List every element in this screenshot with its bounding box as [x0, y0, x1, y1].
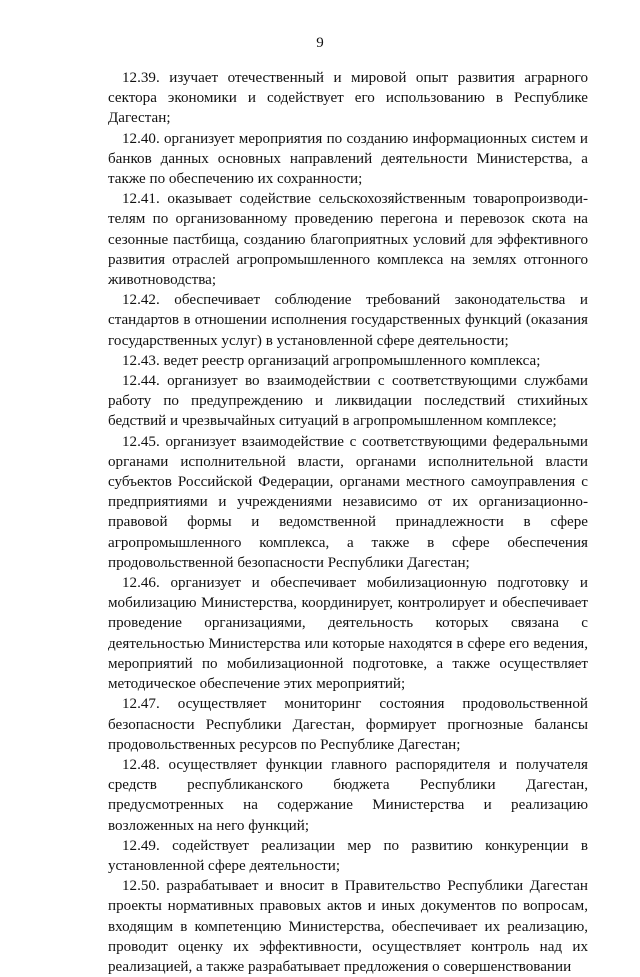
clause-12-49: 12.49. содействует реализации мер по развитию конкуренции в установленной сфере деятельности; [108, 837, 588, 874]
clause-12-47: 12.47. осуществляет мониторинг состояния продовольственной безопасности Республики Дагестан, формирует прогнозные балансы продовольственных ресурсов по Республике Дагестан; [108, 696, 588, 753]
clause-12-40: 12.40. организует мероприятия по созданию информационных систем и банков данных основных направлений деятельности Министерства, а также по обеспечению их сохранности; [108, 130, 588, 188]
clause-12-43: 12.43. ведет реестр организаций агропромышленного комплекса; [122, 352, 541, 369]
clause-12-45: 12.45. организует взаимодействие с соответствующими федеральными органами исполнительной власти, органами исполнительной власти субъектов Российской Федерации, органами местного самоуправления с предприятиями и учреждениями независимо от их организационно-правовой формы и ведомственной принадлежности в сфере агропромышленного комплекса, а также в сфере обеспечения продовольственной безопасности Республики Дагестан; [108, 433, 588, 571]
clause-12-44: 12.44. организует во взаимодействии с соответствующими службами работу по предупреждению и ликвидации последствий стихийных бедствий и чрезвычайных ситуаций в агропромышленном комплексе; [108, 373, 588, 430]
page-number: 9 [316, 35, 324, 51]
clause-12-46: 12.46. организует и обеспечивает мобилизационную подготовку и мобилизацию Министерства, координирует, контролирует и обеспечивает проведение организациями, деятельность которых связана с деятельностью Министерства или которые находятся в сфере его ведения, мероприятий по мобилизационной подготовке, а также осуществляет методическое обеспечение этих мероприятий; [108, 575, 588, 693]
clause-12-48: 12.48. осуществляет функции главного распорядителя и получателя средств республиканского бюджета Республики Дагестан, предусмотренных на содержание Министерства и реализацию возложенных на него функций; [108, 756, 588, 834]
clause-12-41: 12.41. оказывает содействие сельскохозяйственным товаропроизводителям по организованному проведению перегона и перевозок скота на сезонные пастбища, созданию благоприятных условий для эффективного развития отраслей агропромышленного комплекса на землях отгонного животноводства; [108, 191, 588, 289]
clause-12-50: 12.50. разрабатывает и вносит в Правительство Республики Дагестан проекты нормативных правовых актов и иных документов по вопросам, входящим в компетенцию Министерства, обеспечивает их реализацию, проводит оценку их эффективности, осуществляет контроль над их реализацией, а также разрабатывает предложения о совершенствовании [108, 878, 588, 975]
document-body [108, 68, 588, 977]
clause-12-42: 12.42. обеспечивает соблюдение требований законодательства и стандартов в отношении исполнения государственных функций (оказания государственных услуг) в установленной сфере деятельности; [108, 292, 588, 349]
clause-12-39: 12.39. изучает отечественный и мировой опыт развития аграрного сектора экономики и содействует его использованию в Республике Дагестан; [108, 70, 588, 127]
